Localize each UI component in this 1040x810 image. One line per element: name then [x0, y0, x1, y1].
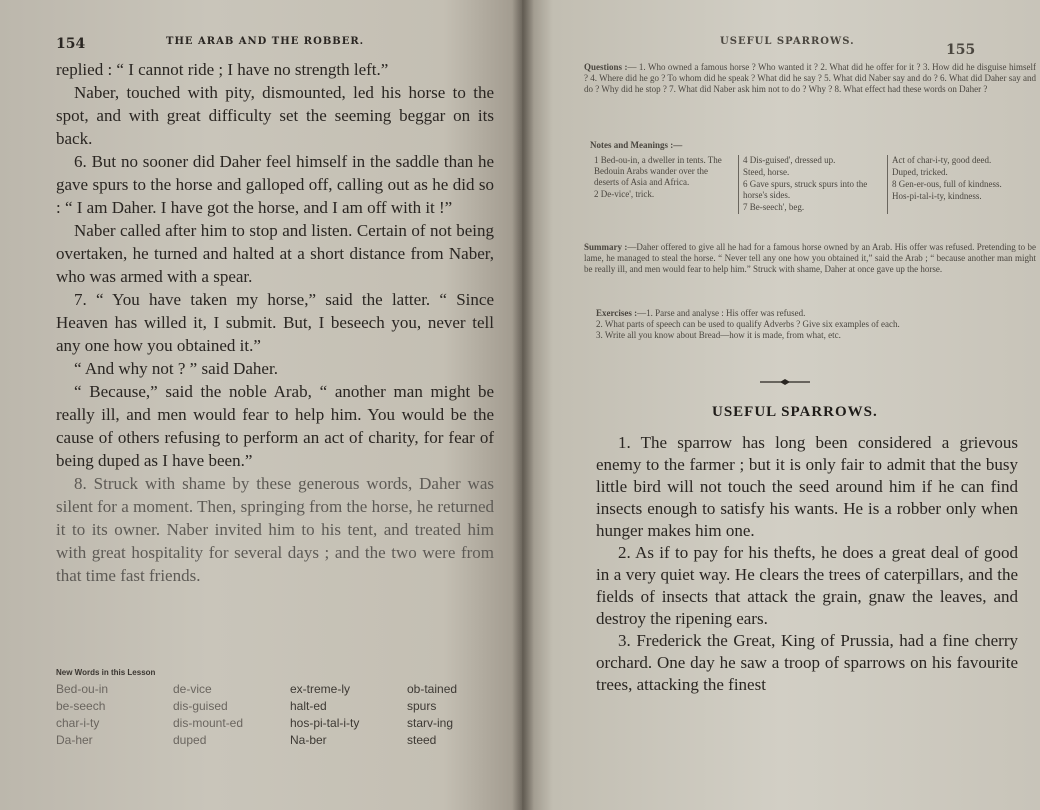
note-entry: 2 De-vice', trick.	[594, 189, 655, 199]
new-word: dis-mount-ed	[173, 716, 244, 730]
new-word: Da-her	[56, 733, 93, 747]
left-paragraph: replied : “ I cannot ride ; I have no strength left.”	[56, 60, 389, 79]
new-word: ob-tained	[407, 682, 458, 696]
right-paragraph: 2. As if to pay for his thefts, he does a great deal of good in a very quiet way. He clears the trees of caterpillars, and the fields of insects that attack the grain, gnaw the leaves, and destroy the ripening ears.	[596, 543, 1018, 628]
book-gutter	[512, 0, 534, 810]
questions-label: Questions :	[584, 62, 628, 72]
new-word: duped	[173, 733, 207, 747]
new-words-column	[290, 681, 389, 749]
notes-column	[887, 155, 1036, 214]
right-page	[522, 0, 1040, 810]
right-running-head: USEFUL SPARROWS.	[720, 36, 855, 47]
summary-section	[584, 242, 1036, 275]
right-paragraph: 1. The sparrow has long been considered a grievous enemy to the farmer ; but it is only fair to admit that the busy little bird will not touch the seed around him if he can find insects enough to satisfy his wants. He is a robber only when hunger makes him one.	[596, 433, 1018, 540]
new-words-heading: New Words in this Lesson	[56, 668, 156, 677]
notes-heading: Notes and Meanings :—	[590, 140, 683, 150]
new-word: Na-ber	[290, 733, 327, 747]
new-word: halt-ed	[290, 699, 327, 713]
new-word: Bed-ou-in	[56, 682, 109, 696]
notes-column	[738, 155, 887, 214]
exercises-section	[584, 308, 1036, 341]
new-word: be-seech	[56, 699, 106, 713]
new-word: ex-treme-ly	[290, 682, 351, 696]
new-word: steed	[407, 733, 437, 747]
note-entry: 1 Bed-ou-in, a dweller in tents. The Bedouin Arabs wander over the deserts of Asia and Africa.	[594, 155, 722, 187]
left-paragraph: Naber called after him to stop and listen. Certain of not being overtaken, he turned and halted at a short distance from Naber, who was armed with a spear.	[56, 221, 494, 286]
new-words-column	[173, 681, 272, 749]
summary-text: —Daher offered to give all he had for a famous horse owned by an Arab. His offer was refused. Pretending to be lame, he managed to steal the horse. “ Never tell any one how you obtained it,” said the Arab ; “ because another man might be really ill, and men would fear to help him.” Struck with shame, Daher at once gave up the horse.	[584, 242, 1037, 274]
note-entry: 6 Gave spurs, struck spurs into the horse's sides.	[743, 179, 868, 200]
left-paragraph: 8. Struck with shame by these generous words, Daher was silent for a moment. Then, springing from the horse, he returned it to its owner. Naber invited him to his tent, and treated him with great hospitality for several days ; and the two were from that time fast friends.	[56, 474, 494, 585]
left-paragraph: “ And why not ? ” said Daher.	[74, 359, 278, 378]
notes-section	[590, 140, 1036, 214]
exercise-item: —1. Parse and analyse : His offer was refused.	[637, 308, 806, 318]
exercise-item: 2. What parts of speech can be used to qualify Adverbs ? Give six examples of each.	[596, 319, 900, 329]
notes-column	[590, 155, 738, 214]
right-body-text	[596, 432, 1018, 696]
right-paragraph: 3. Frederick the Great, King of Prussia, had a fine cherry orchard. One day he saw a troop of sparrows on his favourite trees, attacking the finest	[596, 631, 1018, 694]
new-word: char-i-ty	[56, 716, 100, 730]
note-entry: 4 Dis-guised', dressed up.	[743, 155, 836, 165]
lesson-title: USEFUL SPARROWS.	[712, 404, 878, 420]
new-words-column	[56, 681, 155, 749]
summary-label: Summary :	[584, 242, 628, 252]
exercise-item: 3. Write all you know about Bread—how it is made, from what, etc.	[596, 330, 841, 340]
left-paragraph: Naber, touched with pity, dismounted, led his horse to the spot, and with great difficulty set the seeming beggar on its back.	[56, 83, 494, 148]
note-entry: Duped, tricked.	[892, 167, 948, 177]
new-word: starv-ing	[407, 716, 454, 730]
new-word: dis-guised	[173, 699, 228, 713]
divider-ornament-icon	[760, 378, 810, 386]
left-paragraph: “ Because,” said the noble Arab, “ another man might be really ill, and men would fear to help him. You would be the cause of others refusing to perform an act of charity, for fear of being duped as I have been.”	[56, 382, 494, 470]
note-entry: Steed, horse.	[743, 167, 790, 177]
note-entry: Act of char-i-ty, good deed.	[892, 155, 992, 165]
exercises-label: Exercises :	[596, 308, 638, 318]
questions-text: — 1. Who owned a famous horse ? Who wanted it ? 2. What did he offer for it ? 3. How did he disguise himself ? 4. Where did he go ? To whom did he speak ? What did he say ? 5. What did Naber say and do ? 6. What did Daher say and do ? Why did he stop ? 7. What did Naber ask him not to do ? Why ? 8. What effect had these words on Daher ?	[584, 62, 1036, 94]
new-words-box	[56, 668, 506, 749]
new-word: spurs	[407, 699, 437, 713]
new-words-column	[407, 681, 506, 749]
left-body-text	[56, 58, 494, 587]
left-page-number: 154	[56, 36, 86, 52]
right-page-number: 155	[946, 42, 976, 58]
questions-section	[584, 62, 1036, 95]
new-word: de-vice	[173, 682, 212, 696]
note-entry: 8 Gen-er-ous, full of kindness.	[892, 179, 1002, 189]
new-word: hos-pi-tal-i-ty	[290, 716, 360, 730]
note-entry: Hos-pi-tal-i-ty, kindness.	[892, 191, 982, 201]
left-running-head: THE ARAB AND THE ROBBER.	[166, 36, 365, 47]
note-entry: 7 Be-seech', beg.	[743, 202, 805, 212]
left-paragraph: 6. But no sooner did Daher feel himself in the saddle than he gave spurs to the horse and galloped off, calling out as he did so : “ I am Daher. I have got the horse, and I am off with it !”	[56, 152, 494, 217]
left-paragraph: 7. “ You have taken my horse,” said the latter. “ Since Heaven has willed it, I submit. But, I beseech you, never tell any one how you obtained it.”	[56, 290, 494, 355]
